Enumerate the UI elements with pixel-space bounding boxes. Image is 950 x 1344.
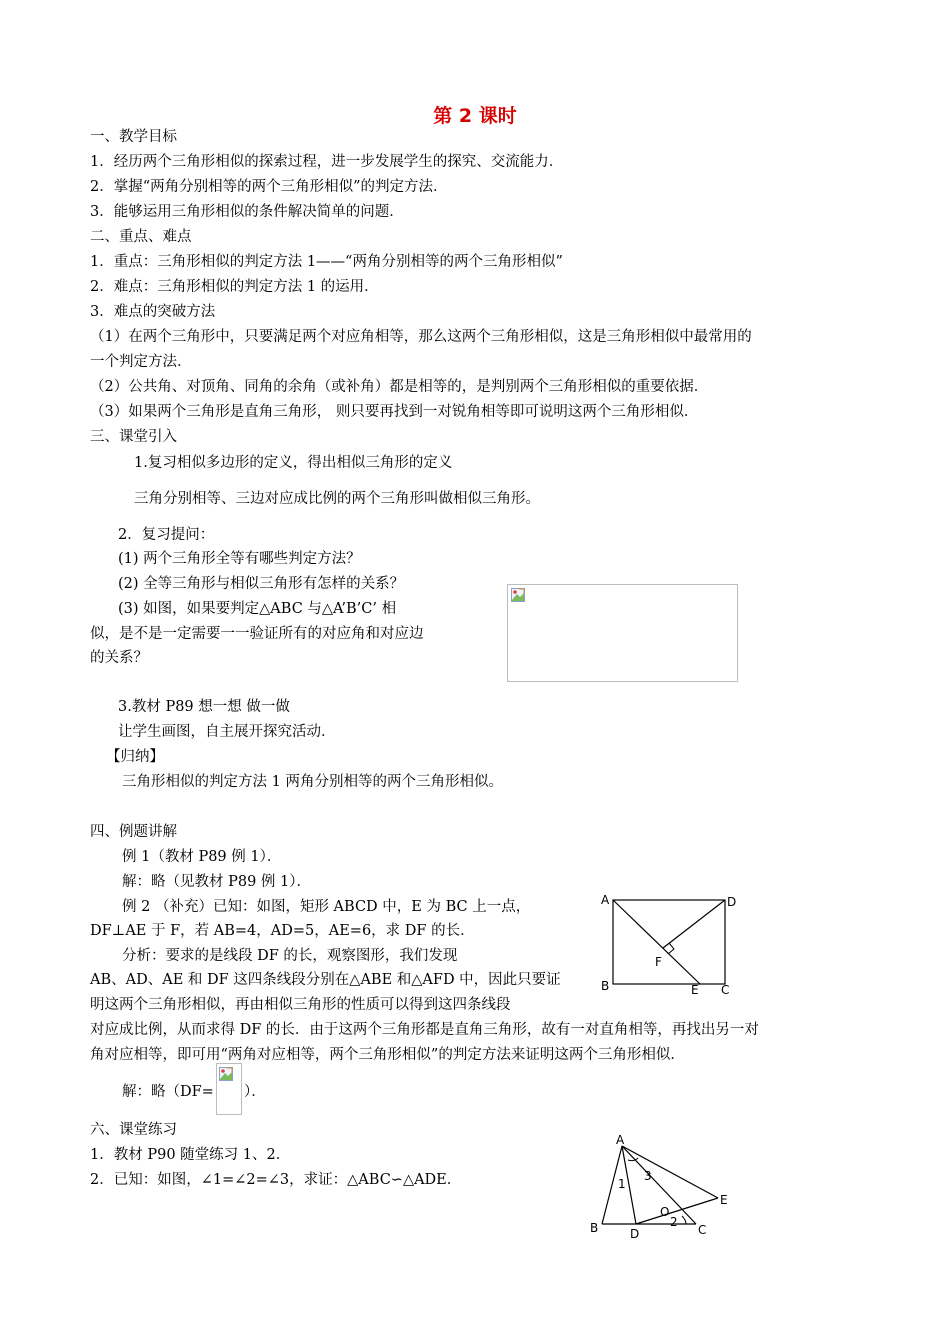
label-b: B — [590, 1221, 599, 1235]
text-line: 2．难点：三角形相似的判定方法 1 的运用． — [90, 279, 379, 295]
rectangle-abcd-figure — [595, 890, 745, 998]
formula-image-placeholder — [216, 1063, 242, 1115]
text-line: （2）公共角、对顶角、同角的余角（或补角）都是相等的，是判别两个三角形相似的重要依据． — [90, 379, 709, 395]
section-heading: 一、教学目标 — [90, 129, 177, 145]
label-c: C — [698, 1223, 707, 1237]
text-line: 3．能够运用三角形相似的条件解决简单的问题． — [90, 204, 404, 220]
text-line: ）． — [244, 1084, 266, 1100]
text-line: (3) 如图，如果要判定△ABC 与△A’B’C’ 相 — [118, 601, 397, 617]
text-line: 1．重点：三角形相似的判定方法 1——“两角分别相等的两个三角形相似” — [90, 254, 563, 270]
text-line: 让学生画图，自主展开探究活动． — [118, 724, 336, 740]
summary-heading: 【归纳】 — [106, 749, 164, 765]
text-line: (2) 全等三角形与相似三角形有怎样的关系？ — [118, 576, 405, 592]
broken-image-icon — [511, 588, 525, 602]
text-line: 角对应相等，即可用“两角对应相等，两个三角形相似”的判定方法来证明这两个三角形相似． — [90, 1047, 685, 1063]
text-line: AB、AD、AE 和 DF 这四条线段分别在△ABE 和△AFD 中，因此只要证 — [90, 972, 561, 988]
broken-image-icon — [219, 1067, 233, 1081]
label-o: O — [660, 1205, 670, 1219]
definition-text: 三角分别相等、三边对应成比例的两个三角形叫做相似三角形。 — [134, 491, 540, 507]
text-line: 似，是不是一定需要一一验证所有的对应角和对应边 — [90, 626, 424, 642]
text-line: 的关系？ — [90, 650, 148, 666]
label-f: F — [655, 955, 662, 969]
label-angle-2: 2 — [670, 1215, 678, 1229]
text-line: 2．复习提问： — [118, 527, 215, 543]
label-d: D — [630, 1227, 640, 1241]
text-line: （1）在两个三角形中，只要满足两个对应角相等，那么这两个三角形相似，这是三角形相似中最常用的 — [90, 329, 752, 345]
label-e: E — [691, 983, 699, 997]
label-a: A — [616, 1134, 625, 1147]
text-line: 解：略（DF= — [122, 1084, 214, 1100]
text-line: 3．难点的突破方法 — [90, 304, 216, 320]
segment-ae — [622, 1146, 718, 1198]
label-a: A — [601, 893, 610, 907]
text-line: 1．教材 P90 随堂练习 1、2． — [90, 1147, 291, 1163]
section-heading: 二、重点、难点 — [90, 229, 192, 245]
segment-df — [663, 900, 725, 948]
text-line: 3.教材 P89 想一想 做一做 — [118, 699, 290, 715]
label-angle-3: 3 — [644, 1169, 652, 1183]
section-heading: 四、例题讲解 — [90, 824, 177, 840]
text-line: 解：略（见教材 P89 例 1）． — [122, 874, 312, 890]
text-line: （3）如果两个三角形是直角三角形， 则只要再找到一对锐角相等即可说明这两个三角形相似． — [90, 404, 699, 420]
text-line: 1.复习相似多边形的定义，得出相似三角形的定义 — [134, 455, 453, 471]
text-line: 一个判定方法． — [90, 354, 192, 370]
text-line: 1．经历两个三角形相似的探索过程，进一步发展学生的探究、交流能力． — [90, 154, 564, 170]
label-angle-1: 1 — [618, 1177, 626, 1191]
text-line: 对应成比例，从而求得 DF 的长．由于这两个三角形都是直角三角形，故有一对直角相等，再找出另一对 — [90, 1022, 759, 1038]
page-title: 第 2 课时 — [433, 105, 517, 127]
text-line: 分析：要求的是线段 DF 的长，观察图形，我们发现 — [122, 948, 458, 964]
text-line: DF⊥AE 于 F，若 AB=4，AD=5，AE=6，求 DF 的长． — [90, 923, 475, 939]
text-line: 明这两个三角形相似，再由相似三角形的性质可以得到这四条线段 — [90, 997, 511, 1013]
text-line: (1) 两个三角形全等有哪些判定方法？ — [118, 551, 361, 567]
text-line: 2．掌握“两角分别相等的两个三角形相似”的判定方法． — [90, 179, 448, 195]
broken-image-placeholder — [507, 584, 738, 682]
label-d: D — [727, 895, 737, 909]
text-line: 2．已知：如图，∠1=∠2=∠3，求证：△ABC∽△ADE． — [90, 1172, 462, 1188]
text-line: 例 1（教材 P89 例 1）． — [122, 849, 282, 865]
label-c: C — [721, 983, 730, 997]
segment-ac — [622, 1146, 696, 1224]
segment-ae — [613, 900, 700, 984]
text-line: 例 2 （补充）已知：如图，矩形 ABCD 中，E 为 BC 上一点， — [122, 899, 531, 915]
section-heading: 六、课堂练习 — [90, 1122, 177, 1138]
label-b: B — [601, 979, 610, 993]
right-angle-mark — [668, 943, 674, 954]
section-heading: 三、课堂引入 — [90, 429, 177, 445]
angle-mark-2 — [682, 1216, 686, 1224]
label-e: E — [720, 1193, 728, 1207]
text-line: 三角形相似的判定方法 1 两角分别相等的两个三角形相似。 — [122, 774, 503, 790]
triangles-figure — [582, 1134, 742, 1242]
